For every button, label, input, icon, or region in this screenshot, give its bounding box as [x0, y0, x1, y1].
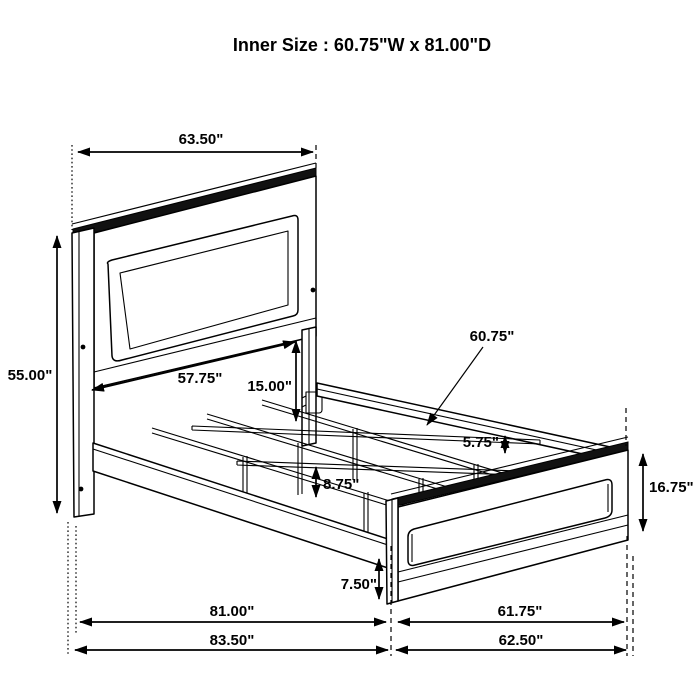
screw-hole-dot	[311, 288, 316, 293]
dim-panel-to-slat	[247, 341, 296, 421]
far-side-rail	[317, 383, 624, 463]
dim-label-under-rail-clearance: 8.75"	[323, 476, 360, 493]
dim-headboard-height	[8, 236, 57, 513]
dim-label-floor-clearance: 7.50"	[340, 576, 377, 593]
screw-hole-dot	[81, 345, 86, 350]
dim-label-headboard-height: 55.00"	[7, 367, 53, 384]
dim-label-overall-depth: 83.50"	[209, 632, 255, 649]
dim-label-headboard-inner-width: 57.75"	[177, 370, 223, 387]
inner-size-title: Inner Size : 60.75"W x 81.00"D	[232, 35, 492, 55]
dim-label-footboard-height: 16.75"	[649, 479, 694, 496]
dim-overall-depth	[75, 632, 388, 650]
dim-label-slat-width: 60.75"	[469, 328, 515, 345]
dim-label-footboard-overall-width: 62.50"	[498, 632, 544, 649]
dim-label-headboard-width: 63.50"	[178, 131, 224, 148]
dim-label-footboard-inner-width: 61.75"	[497, 603, 543, 620]
near-side-rail	[93, 443, 391, 569]
dim-floor-clearance	[341, 559, 379, 599]
screw-hole-dot	[79, 487, 84, 492]
dim-slat-height	[463, 434, 505, 453]
dim-label-inner-depth: 81.00"	[209, 603, 255, 620]
dim-label-slat-height: 5.75"	[462, 434, 499, 451]
dim-inner-depth	[80, 603, 386, 622]
dim-footboard-height	[626, 408, 694, 531]
dim-footboard-inner-width	[398, 603, 624, 622]
footboard	[386, 437, 628, 604]
dim-footboard-overall-width	[396, 632, 626, 650]
dim-label-panel-to-slat: 15.00"	[247, 378, 292, 395]
